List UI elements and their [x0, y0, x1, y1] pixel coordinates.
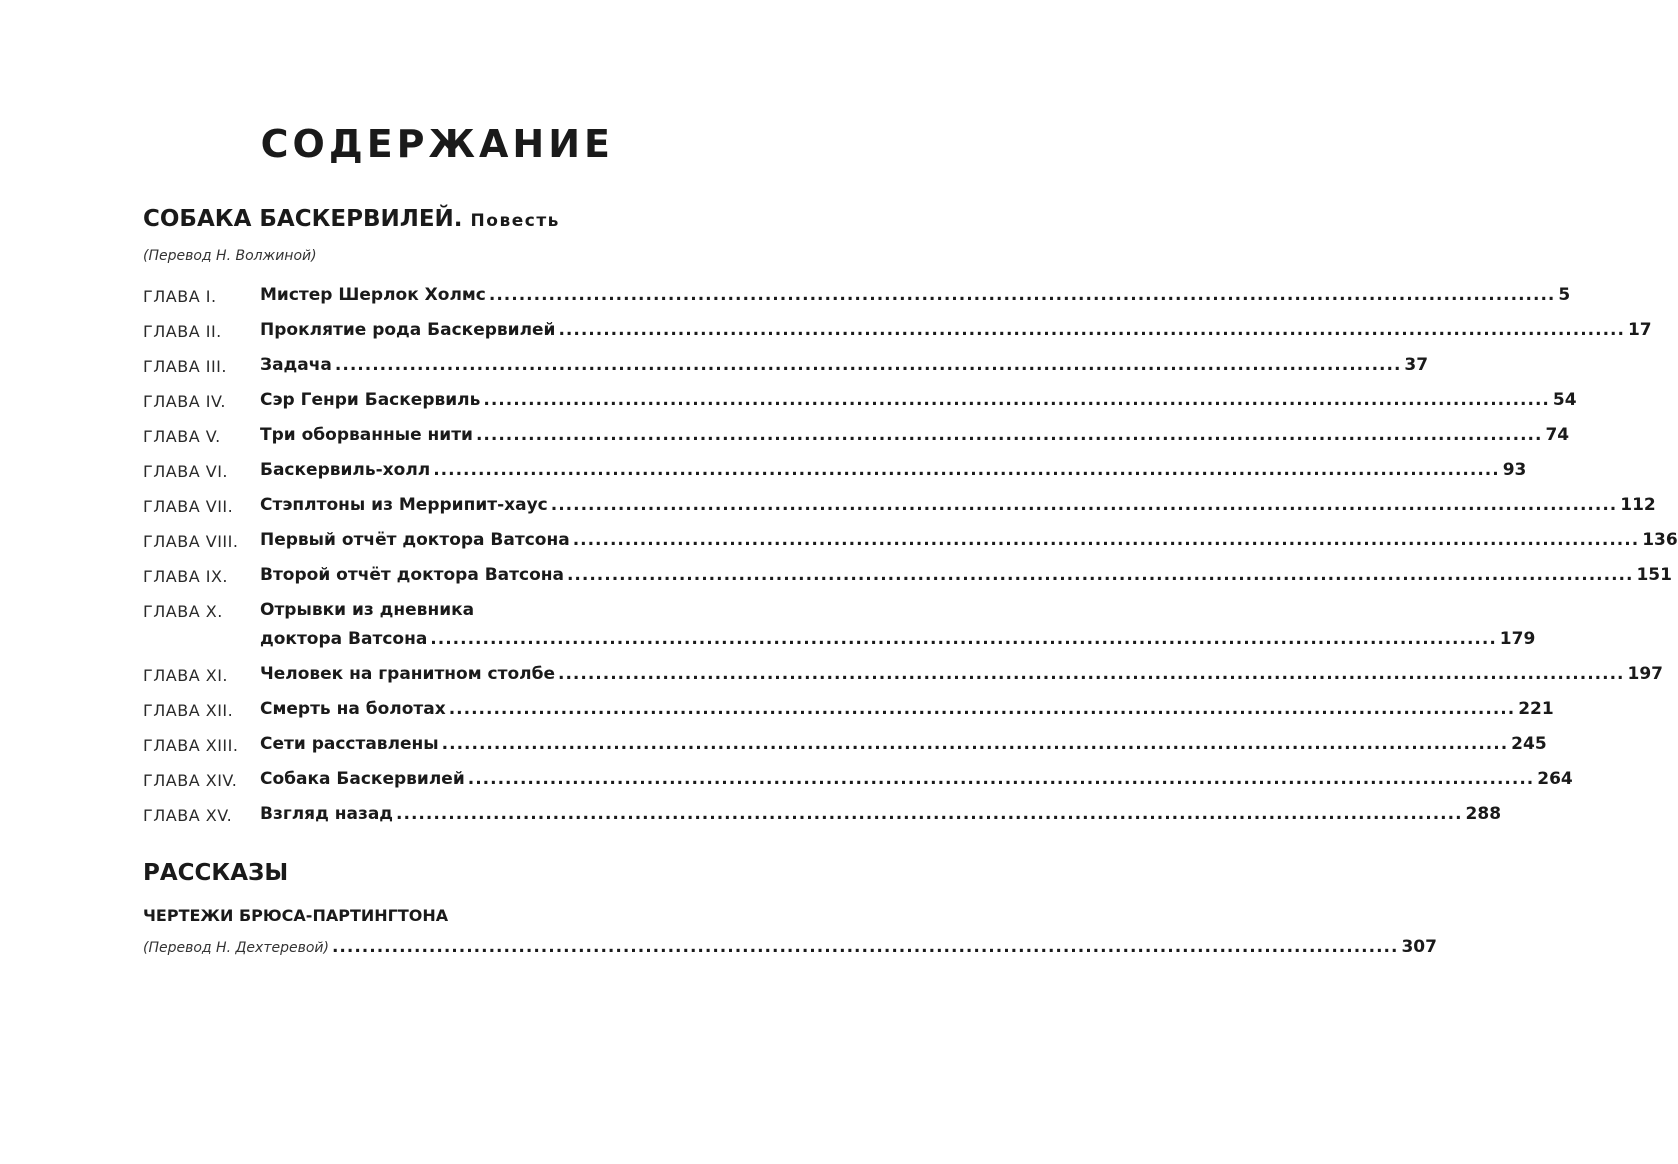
- chapter-page: 136: [1642, 530, 1678, 550]
- chapter-entry[interactable]: [143, 530, 1678, 565]
- chapter-label: ГЛАВА IX.: [143, 567, 229, 586]
- chapter-page: 93: [1502, 460, 1527, 480]
- book-title: СОБАКА БАСКЕРВИЛЕЙ.: [143, 206, 463, 232]
- chapter-title: Первый отчёт доктора Ватсона: [260, 530, 570, 550]
- chapter-title: Взгляд назад: [260, 804, 394, 824]
- dot-leader: [558, 664, 1625, 684]
- chapter-entry[interactable]: [143, 804, 1502, 839]
- chapter-page: 221: [1518, 699, 1554, 719]
- book-subtitle: Повесть: [470, 211, 560, 231]
- dot-leader: [396, 804, 1463, 824]
- chapter-title: доктора Ватсона: [260, 629, 428, 649]
- chapter-page: 17: [1627, 320, 1652, 340]
- dot-leader: [573, 530, 1640, 550]
- page-title: СОДЕРЖАНИЕ: [260, 122, 614, 166]
- dot-leader: [558, 320, 1625, 340]
- chapter-title: Сэр Генри Баскервиль: [260, 390, 481, 410]
- chapter-label: ГЛАВА XV.: [143, 806, 233, 825]
- book-translator: (Перевод Н. Волжиной): [143, 248, 317, 264]
- chapter-entry[interactable]: [143, 769, 1573, 804]
- chapter-label: ГЛАВА III.: [143, 357, 227, 376]
- chapter-entry[interactable]: [143, 565, 1672, 600]
- dot-leader: [551, 495, 1618, 515]
- dot-leader: [489, 285, 1556, 305]
- chapter-title: Собака Баскервилей: [260, 769, 465, 789]
- chapter-page: 37: [1404, 355, 1429, 375]
- chapter-label: ГЛАВА VI.: [143, 462, 228, 481]
- dot-leader: [335, 355, 1402, 375]
- dot-leader: [449, 699, 1516, 719]
- dot-leader: [483, 390, 1550, 410]
- chapter-page: 288: [1465, 804, 1502, 824]
- chapter-entry[interactable]: [143, 320, 1652, 355]
- dot-leader: [468, 769, 1535, 789]
- story-page: 307: [1401, 937, 1437, 957]
- chapter-label: ГЛАВА V.: [143, 427, 221, 446]
- chapter-page: 74: [1545, 425, 1570, 445]
- chapter-label: ГЛАВА VIII.: [143, 532, 239, 551]
- chapter-entry[interactable]: [143, 664, 1664, 699]
- chapter-label: ГЛАВА XII.: [143, 701, 234, 720]
- book-heading: [143, 206, 560, 232]
- chapter-page: 54: [1552, 390, 1577, 410]
- chapter-title: Баскервиль-холл: [260, 460, 431, 480]
- stories-heading: РАССКАЗЫ: [143, 860, 289, 886]
- chapter-label: ГЛАВА VII.: [143, 497, 234, 516]
- chapter-page: 264: [1537, 769, 1573, 789]
- chapter-entry[interactable]: [143, 460, 1527, 495]
- dot-leader: [442, 734, 1509, 754]
- chapter-label: ГЛАВА XI.: [143, 666, 229, 685]
- dot-leader: [430, 629, 1497, 649]
- chapter-page: 151: [1636, 565, 1672, 585]
- chapter-label: ГЛАВА IV.: [143, 392, 226, 411]
- chapter-title: Проклятие рода Баскервилей: [260, 320, 556, 340]
- chapter-title: Три оборванные нити: [260, 425, 473, 445]
- chapter-title: Человек на гранитном столбе: [260, 664, 556, 684]
- chapter-entry[interactable]: [143, 734, 1547, 769]
- chapter-entry[interactable]: [143, 390, 1577, 425]
- chapter-entry[interactable]: [143, 699, 1554, 734]
- chapter-page: 197: [1627, 664, 1664, 684]
- dot-leader: [433, 460, 1500, 480]
- chapter-label: ГЛАВА XIII.: [143, 736, 239, 755]
- chapter-title: Смерть на болотах: [260, 699, 446, 719]
- chapter-entry[interactable]: [143, 600, 1536, 664]
- dot-leader: [476, 425, 1543, 445]
- chapter-title: Задача: [260, 355, 332, 375]
- story-entry[interactable]: [143, 937, 1437, 957]
- chapter-page: 5: [1558, 285, 1571, 305]
- chapter-title: Стэплтоны из Меррипит-хаус: [260, 495, 548, 515]
- chapter-label: ГЛАВА XIV.: [143, 771, 238, 790]
- chapter-label: ГЛАВА X.: [143, 602, 223, 621]
- chapter-list: [143, 285, 1678, 839]
- chapter-title: Второй отчёт доктора Ватсона: [260, 565, 564, 585]
- story-title[interactable]: ЧЕРТЕЖИ БРЮСА-ПАРТИНГТОНА: [143, 906, 449, 925]
- dot-leader: [332, 937, 1399, 957]
- chapter-title: Мистер Шерлок Холмс: [260, 285, 486, 305]
- chapter-entry[interactable]: [143, 355, 1429, 390]
- chapter-label: ГЛАВА II.: [143, 322, 222, 341]
- chapter-label: ГЛАВА I.: [143, 287, 217, 306]
- chapter-entry[interactable]: [143, 285, 1571, 320]
- chapter-page: 112: [1620, 495, 1656, 515]
- chapter-entry[interactable]: [143, 495, 1656, 530]
- chapter-page: 179: [1499, 629, 1536, 649]
- chapter-title: Сети расставлены: [260, 734, 439, 754]
- chapter-page: 245: [1511, 734, 1547, 754]
- chapter-title-line1: Отрывки из дневника: [260, 600, 475, 620]
- story-translator: (Перевод Н. Дехтеревой): [143, 940, 329, 956]
- chapter-entry[interactable]: [143, 425, 1570, 460]
- dot-leader: [567, 565, 1634, 585]
